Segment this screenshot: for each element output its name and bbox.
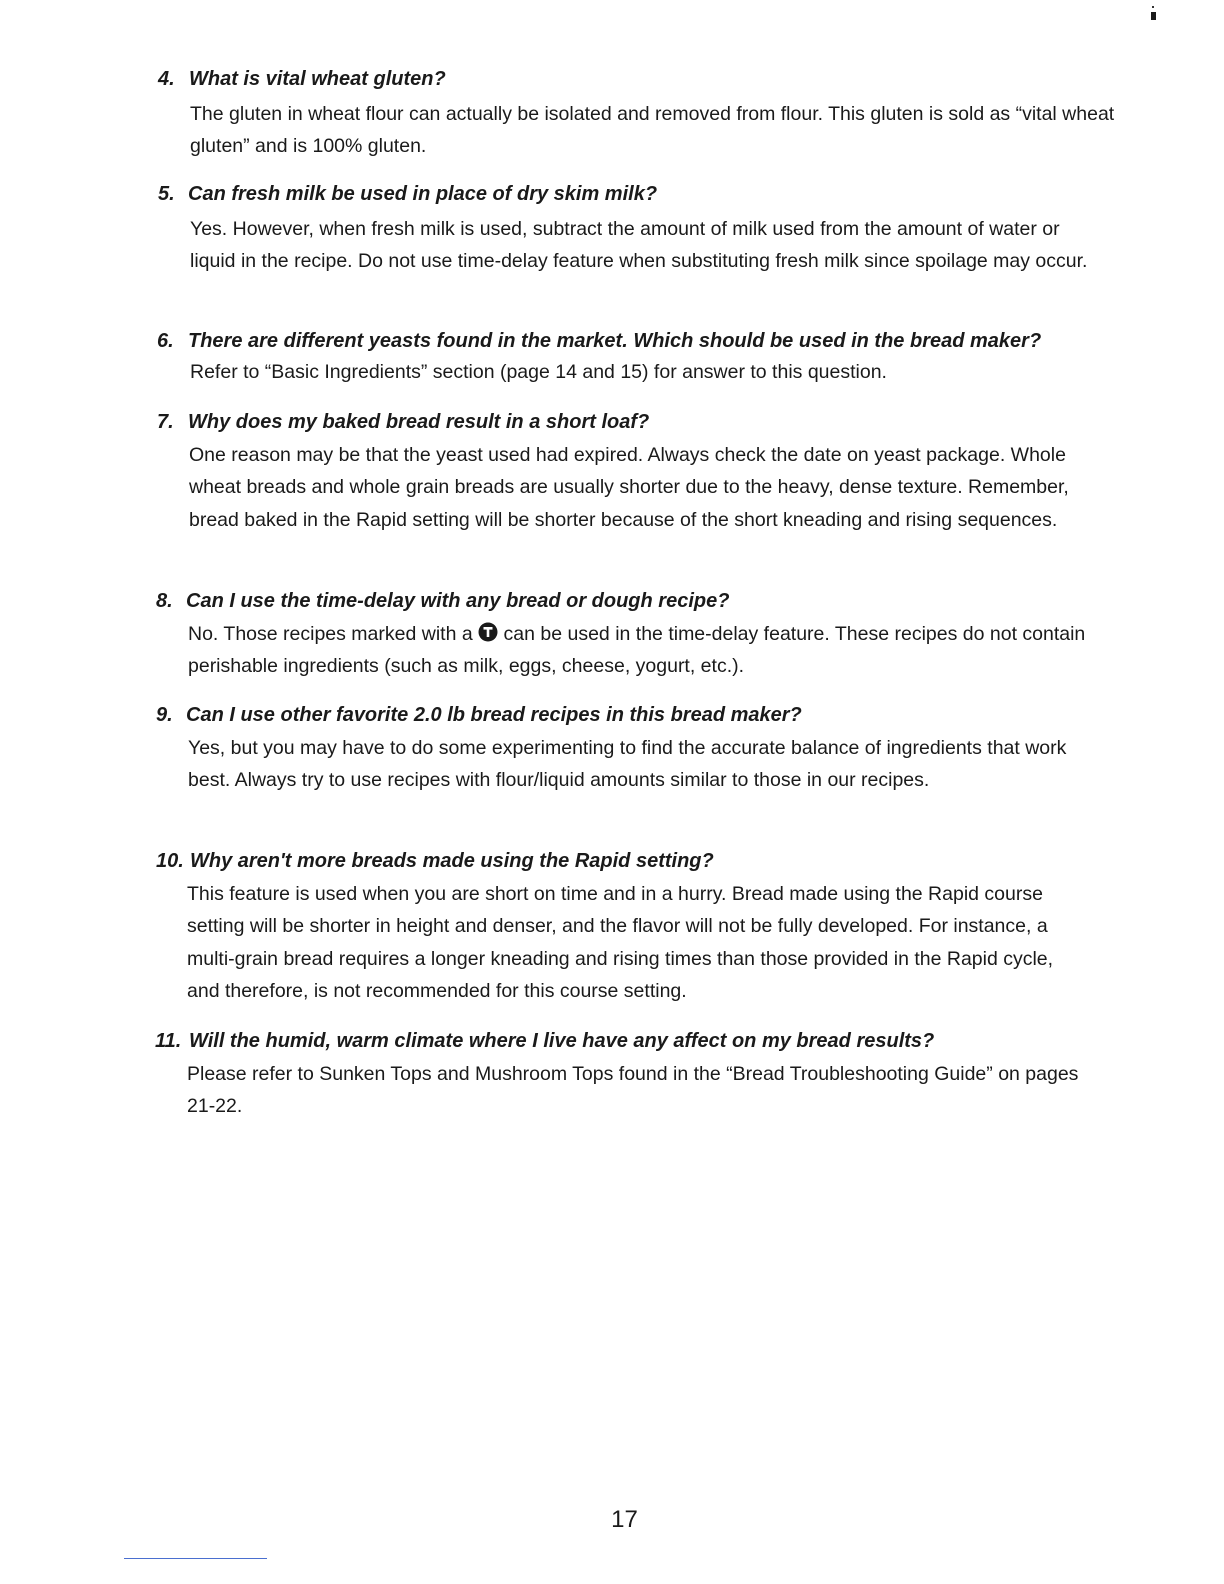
question-text: Can I use the time-delay with any bread or dough recipe?: [186, 590, 730, 612]
answer-text: Yes, but you may have to do some experimenting to find the accurate balance of ingredients that work best. Always try to use recipes with flour/liquid amounts similar to those in our recipes.: [188, 737, 1067, 792]
question-number: 9.: [156, 704, 173, 726]
question-text: Will the humid, warm climate where I live have any affect on my bread results?: [189, 1030, 935, 1052]
answer-text: Refer to “Basic Ingredients” section (page 14 and 15) for answer to this question.: [190, 361, 887, 383]
footer-rule: [124, 1558, 267, 1559]
question-number: 11.: [155, 1030, 182, 1052]
answer-text: [188, 618, 1108, 683]
timer-icon: [478, 622, 498, 642]
answer-text: Yes. However, when fresh milk is used, subtract the amount of milk used from the amount of water or liquid in the recipe. Do not use time-delay feature when substituting fresh milk since spoilage may occur.: [190, 218, 1088, 273]
question-number: 5.: [158, 183, 175, 205]
answer-text-start: No. Those recipes marked with a: [188, 623, 479, 645]
scan-mark: [1151, 6, 1156, 20]
question-text: There are different yeasts found in the market. Which should be used in the bread maker?: [188, 330, 1042, 352]
page-number: 17: [611, 1506, 638, 1533]
answer-text: One reason may be that the yeast used had expired. Always check the date on yeast package. Whole wheat breads and whole grain breads are usually shorter due to the heavy, dense texture. Remember, bread baked in the Rapid setting will be shorter because of the short kneading and rising sequences.: [189, 444, 1069, 531]
question-text: What is vital wheat gluten?: [189, 68, 446, 90]
question-number: 7.: [157, 411, 174, 433]
question-text: Can I use other favorite 2.0 lb bread recipes in this bread maker?: [186, 704, 802, 726]
question-number: 4.: [158, 68, 175, 90]
question-text: Why does my baked bread result in a short loaf?: [188, 411, 650, 433]
question-number: 6.: [157, 330, 174, 352]
answer-text: This feature is used when you are short on time and in a hurry. Bread made using the Rapid course setting will be shorter in height and denser, and the flavor will not be fully developed. For instance, a multi-grain bread requires a longer kneading and rising times than those provided in the Rapid cycle, and therefore, is not recommended for this course setting.: [187, 883, 1054, 1002]
answer-text: The gluten in wheat flour can actually be isolated and removed from flour. This gluten is sold as “vital wheat gluten” and is 100% gluten.: [190, 103, 1115, 158]
answer-text-end: can be used in the time-delay feature. These recipes do not contain perishable ingredients (such as milk, eggs, cheese, yogurt, etc.).: [188, 623, 1086, 678]
question-number: 8.: [156, 590, 173, 612]
question-text: Why aren't more breads made using the Rapid setting?: [190, 850, 714, 872]
question-number: 10.: [156, 850, 184, 872]
answer-text: Please refer to Sunken Tops and Mushroom Tops found in the “Bread Troubleshooting Guide” on pages 21-22.: [187, 1063, 1079, 1118]
question-text: Can fresh milk be used in place of dry skim milk?: [188, 183, 658, 205]
